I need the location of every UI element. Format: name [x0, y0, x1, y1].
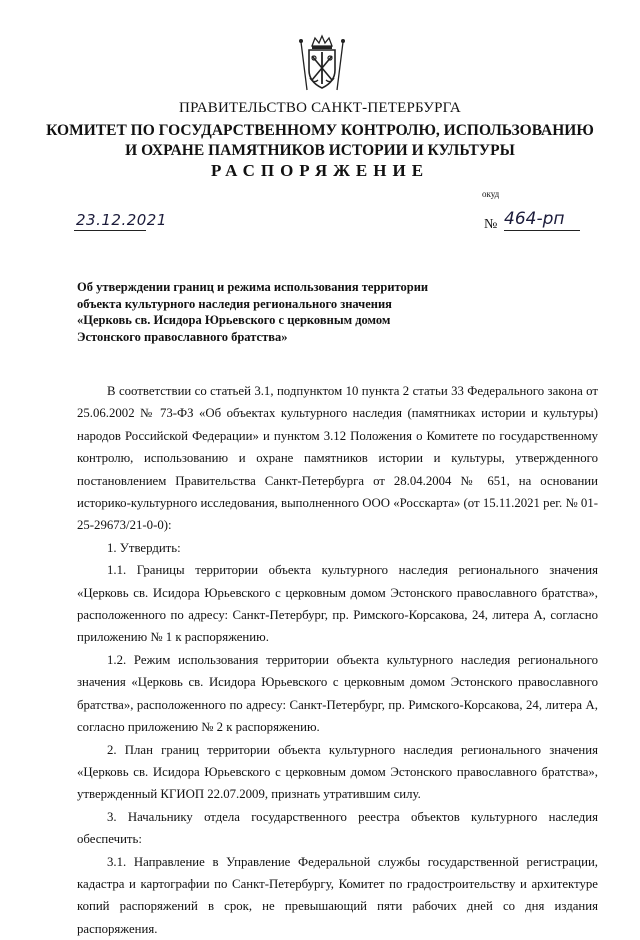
document-number: [484, 208, 584, 234]
subject-line: Об утверждении границ и режима использования территории: [77, 280, 429, 294]
clause-3-1: 3.1. Направление в Управление Федеральной службы государственной регистрации, кадастра и картографии по Санкт-Петербургу, Комитет по градостроительству и архитектуре копий распоряжений в срок, не превышающий пяти рабочих дней со дня издания распоряжения.: [77, 854, 598, 936]
subject-line: Эстонского православного братства»: [77, 329, 288, 344]
committee-title: [0, 121, 640, 161]
okud-label: окуд: [482, 189, 500, 199]
date-underline: [74, 230, 146, 231]
document-date: [74, 208, 167, 234]
number-sign: №: [484, 217, 498, 232]
clause-3: 3. Начальнику отдела государственного реестра объектов культурного наследия обеспечить:: [77, 809, 598, 847]
number-handwritten: 464-рп: [504, 209, 565, 229]
committee-title-line: КОМИТЕТ ПО ГОСУДАРСТВЕННОМУ КОНТРОЛЮ, ИСПОЛЬЗОВАНИЮ: [46, 122, 594, 139]
subject-line: объекта культурного наследия регионального значения: [77, 296, 392, 311]
document-body: [77, 380, 598, 940]
coat-of-arms-icon: [297, 34, 347, 92]
document-type: РАСПОРЯЖЕНИЕ: [210, 161, 430, 180]
committee-title-line: И ОХРАНЕ ПАМЯТНИКОВ ИСТОРИИ И КУЛЬТУРЫ: [125, 142, 515, 159]
clause-1-2: 1.2. Режим использования территории объекта культурного наследия регионального значения «Церковь св. Исидора Юрьевского с церковным домом Эстонского православного братства», расположенного по адресу: Санкт-Петербург, пр. Римского-Корсакова, 24, литера А, согласно приложению № 2 к распоряжению.: [77, 652, 598, 735]
clause-2: 2. План границ территории объекта культурного наследия регионального значения «Церковь св. Исидора Юрьевского с церковным домом Эстонского православного братства», утвержденный КГИОП 22.07.2009, признать утратившим силу.: [77, 742, 598, 802]
date-handwritten: 23.12.2021: [76, 211, 167, 229]
document-subject: [77, 279, 457, 345]
government-title: ПРАВИТЕЛЬСТВО САНКТ-ПЕТЕРБУРГА: [179, 100, 461, 116]
preamble-paragraph: В соответствии со статьей 3.1, подпунктом 10 пункта 2 статьи 33 Федерального закона от 25.06.2002 № 73-ФЗ «Об объектах культурного наследия (памятниках истории и культуры) народов Российской Федерации» и пунктом 3.12 Положения о Комитете по государственному контролю, использованию и охране памятников истории и культуры, утвержденного постановлением Правительства Санкт-Петербурга от 28.04.2004 № 651, на основании историко-культурного исследования, выполненного ООО «Росскарта» (от 15.11.2021 рег. № 01-25-29673/21-0-0):: [77, 384, 598, 533]
clause-1-1: 1.1. Границы территории объекта культурного наследия регионального значения «Церковь св. Исидора Юрьевского с церковным домом Эстонского православного братства», расположенного по адресу: Санкт-Петербург, пр. Римского-Корсакова, 24, литера А, согласно приложению № 1 к распоряжению.: [77, 563, 598, 645]
number-underline: [504, 230, 580, 231]
subject-line: «Церковь св. Исидора Юрьевского с церковным домом: [77, 313, 391, 327]
clause-1: 1. Утвердить:: [107, 540, 181, 555]
